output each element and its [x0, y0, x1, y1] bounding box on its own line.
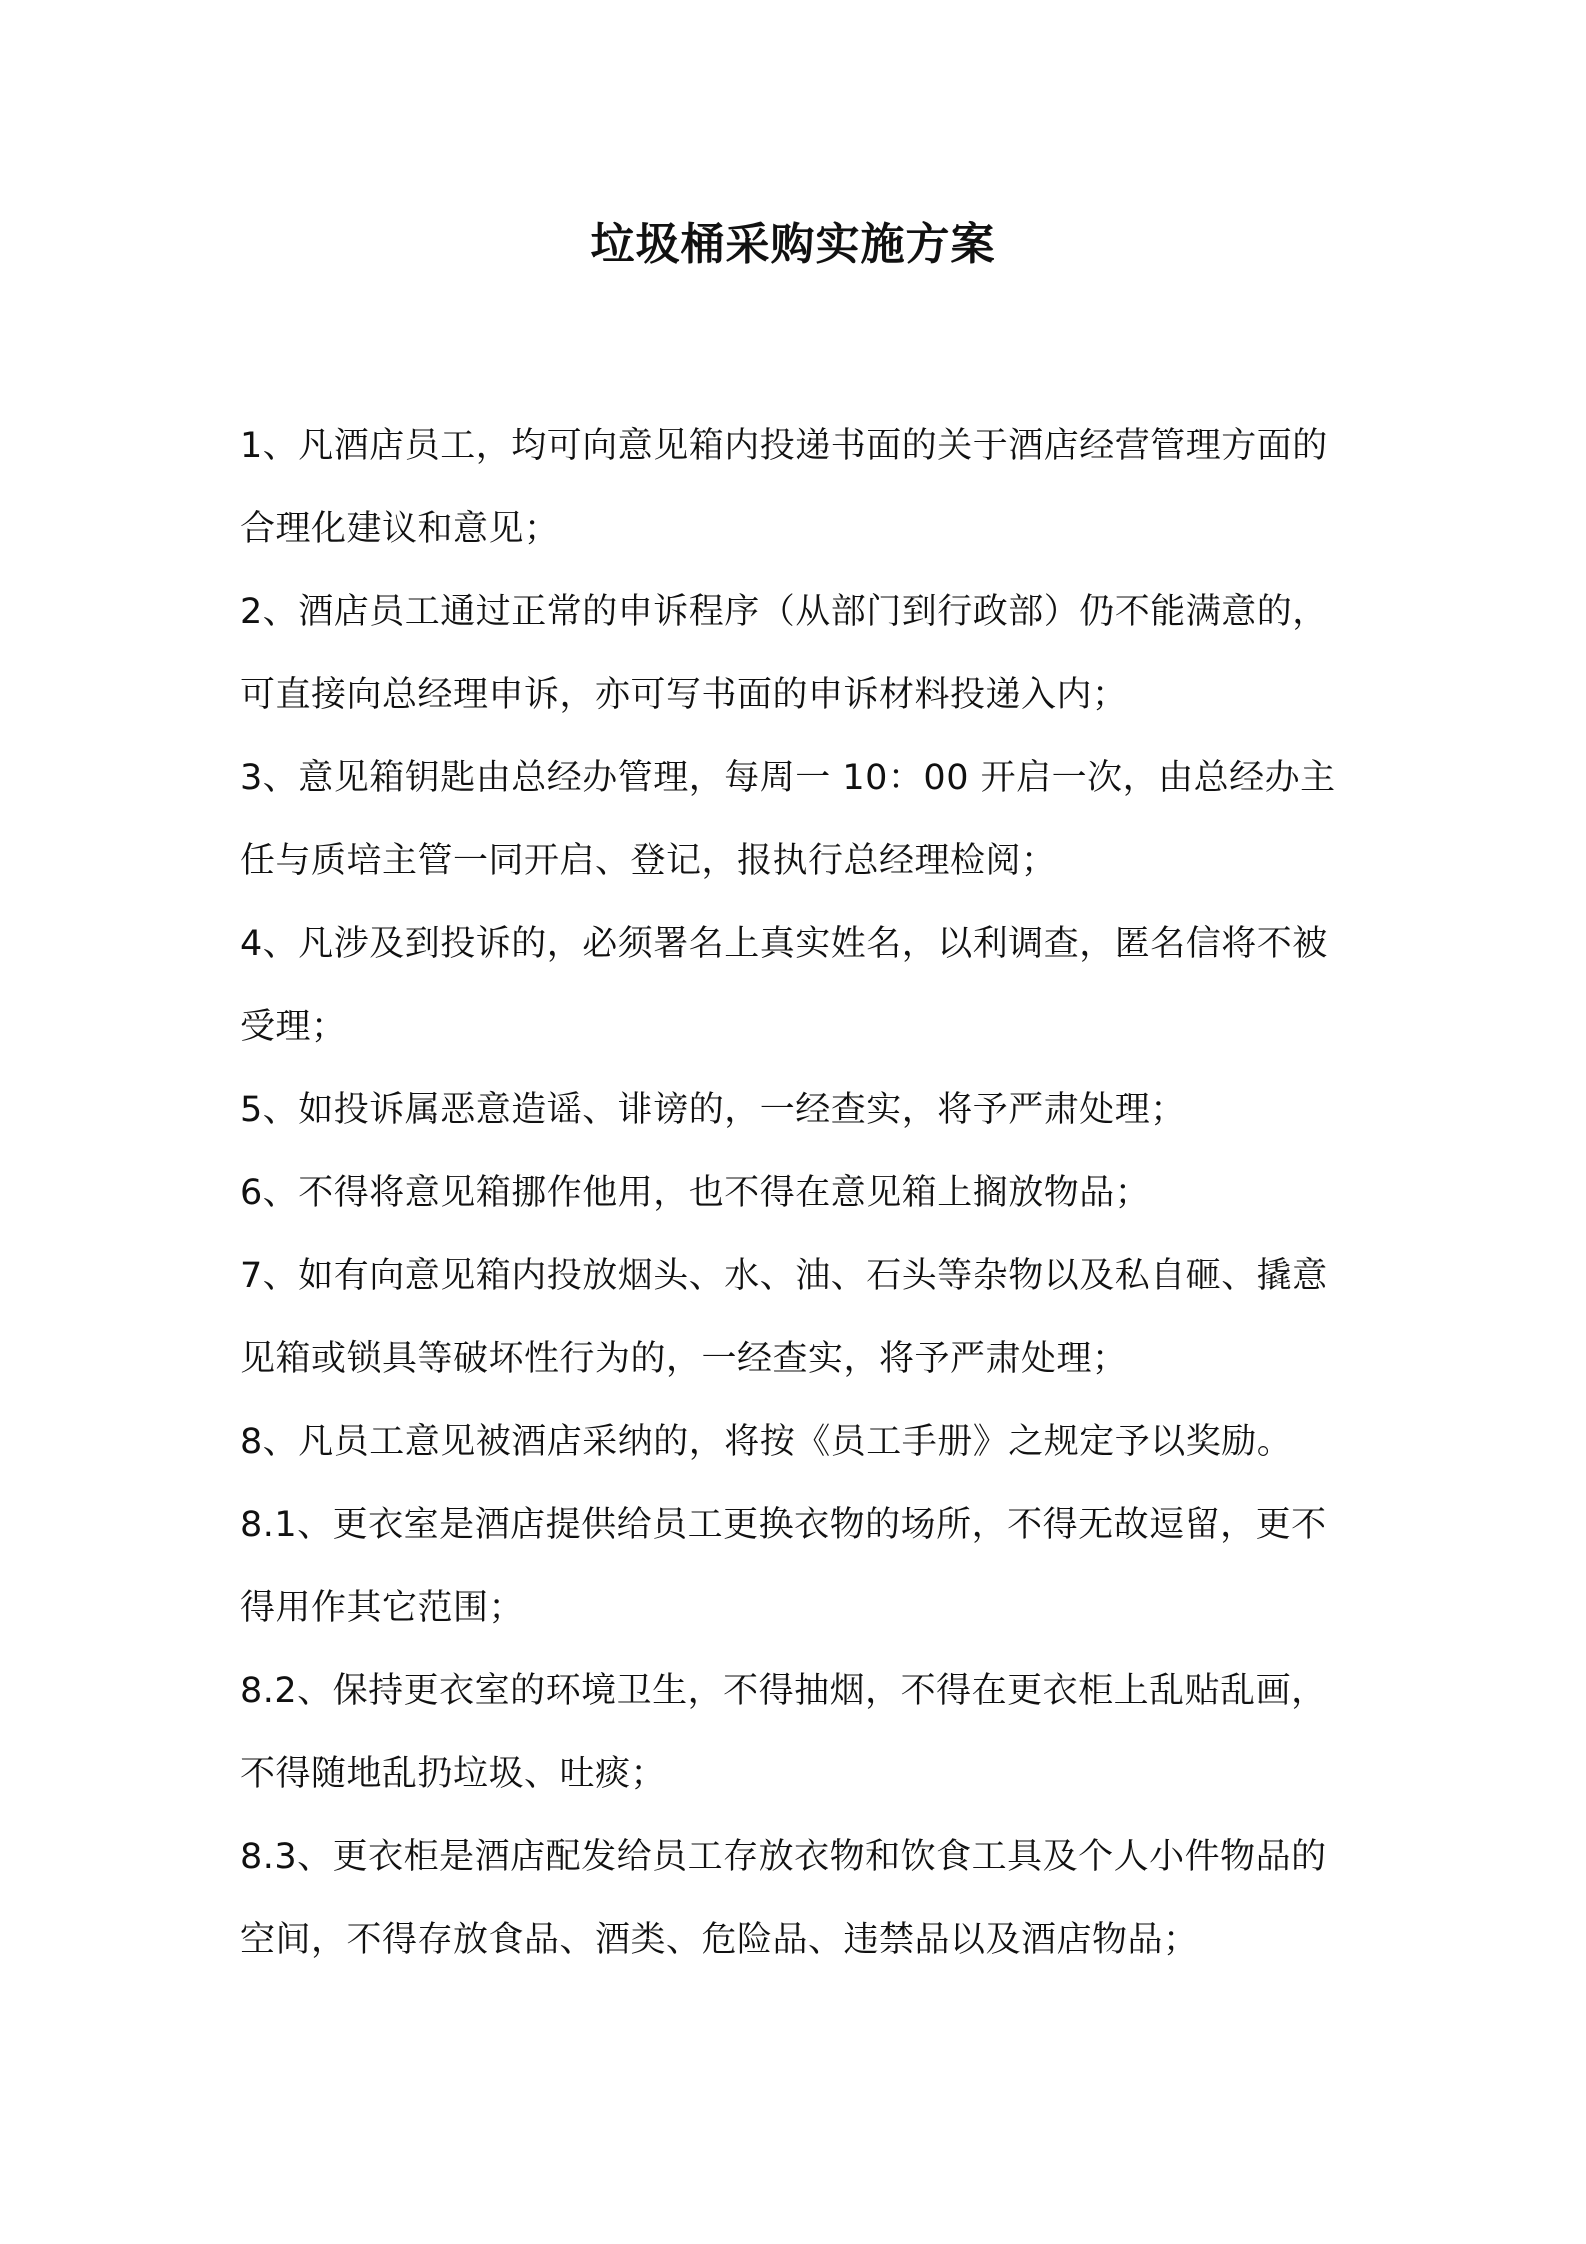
clause-4: 4、凡涉及到投诉的，必须署名上真实姓名，以利调查，匿名信将不被受理；	[240, 924, 1328, 1047]
clause-8-1: 8.1、更衣室是酒店提供给员工更换衣物的场所，不得无故逗留，更不得用作其它范围；	[240, 1505, 1327, 1628]
document-body	[240, 405, 1360, 1982]
document-title: 垃圾桶采购实施方案	[590, 219, 996, 270]
clause-8: 8、凡员工意见被酒店采纳的，将按《员工手册》之规定予以奖励。	[240, 1422, 1293, 1462]
clause-7: 7、如有向意见箱内投放烟头、水、油、石头等杂物以及私自砸、撬意见箱或锁具等破坏性行为的，一经查实，将予严肃处理；	[240, 1256, 1328, 1379]
clause-8-2: 8.2、保持更衣室的环境卫生，不得抽烟，不得在更衣柜上乱贴乱画，不得随地乱扔垃圾、吐痰；	[240, 1671, 1327, 1794]
clause-6: 6、不得将意见箱挪作他用，也不得在意见箱上搁放物品；	[240, 1173, 1151, 1213]
clause-5: 5、如投诉属恶意造谣、诽谤的，一经查实，将予严肃处理；	[240, 1090, 1186, 1130]
clause-3: 3、意见箱钥匙由总经办管理，每周一 10：00 开启一次，由总经办主任与质培主管一同开启、登记，报执行总经理检阅；	[240, 758, 1336, 881]
clause-8-3: 8.3、更衣柜是酒店配发给员工存放衣物和饮食工具及个人小件物品的空间，不得存放食品、酒类、危险品、违禁品以及酒店物品；	[240, 1837, 1327, 1960]
clause-2: 2、酒店员工通过正常的申诉程序（从部门到行政部）仍不能满意的，可直接向总经理申诉，亦可写书面的申诉材料投递入内；	[240, 592, 1328, 715]
clause-1: 1、凡酒店员工，均可向意见箱内投递书面的关于酒店经营管理方面的合理化建议和意见；	[240, 426, 1328, 549]
